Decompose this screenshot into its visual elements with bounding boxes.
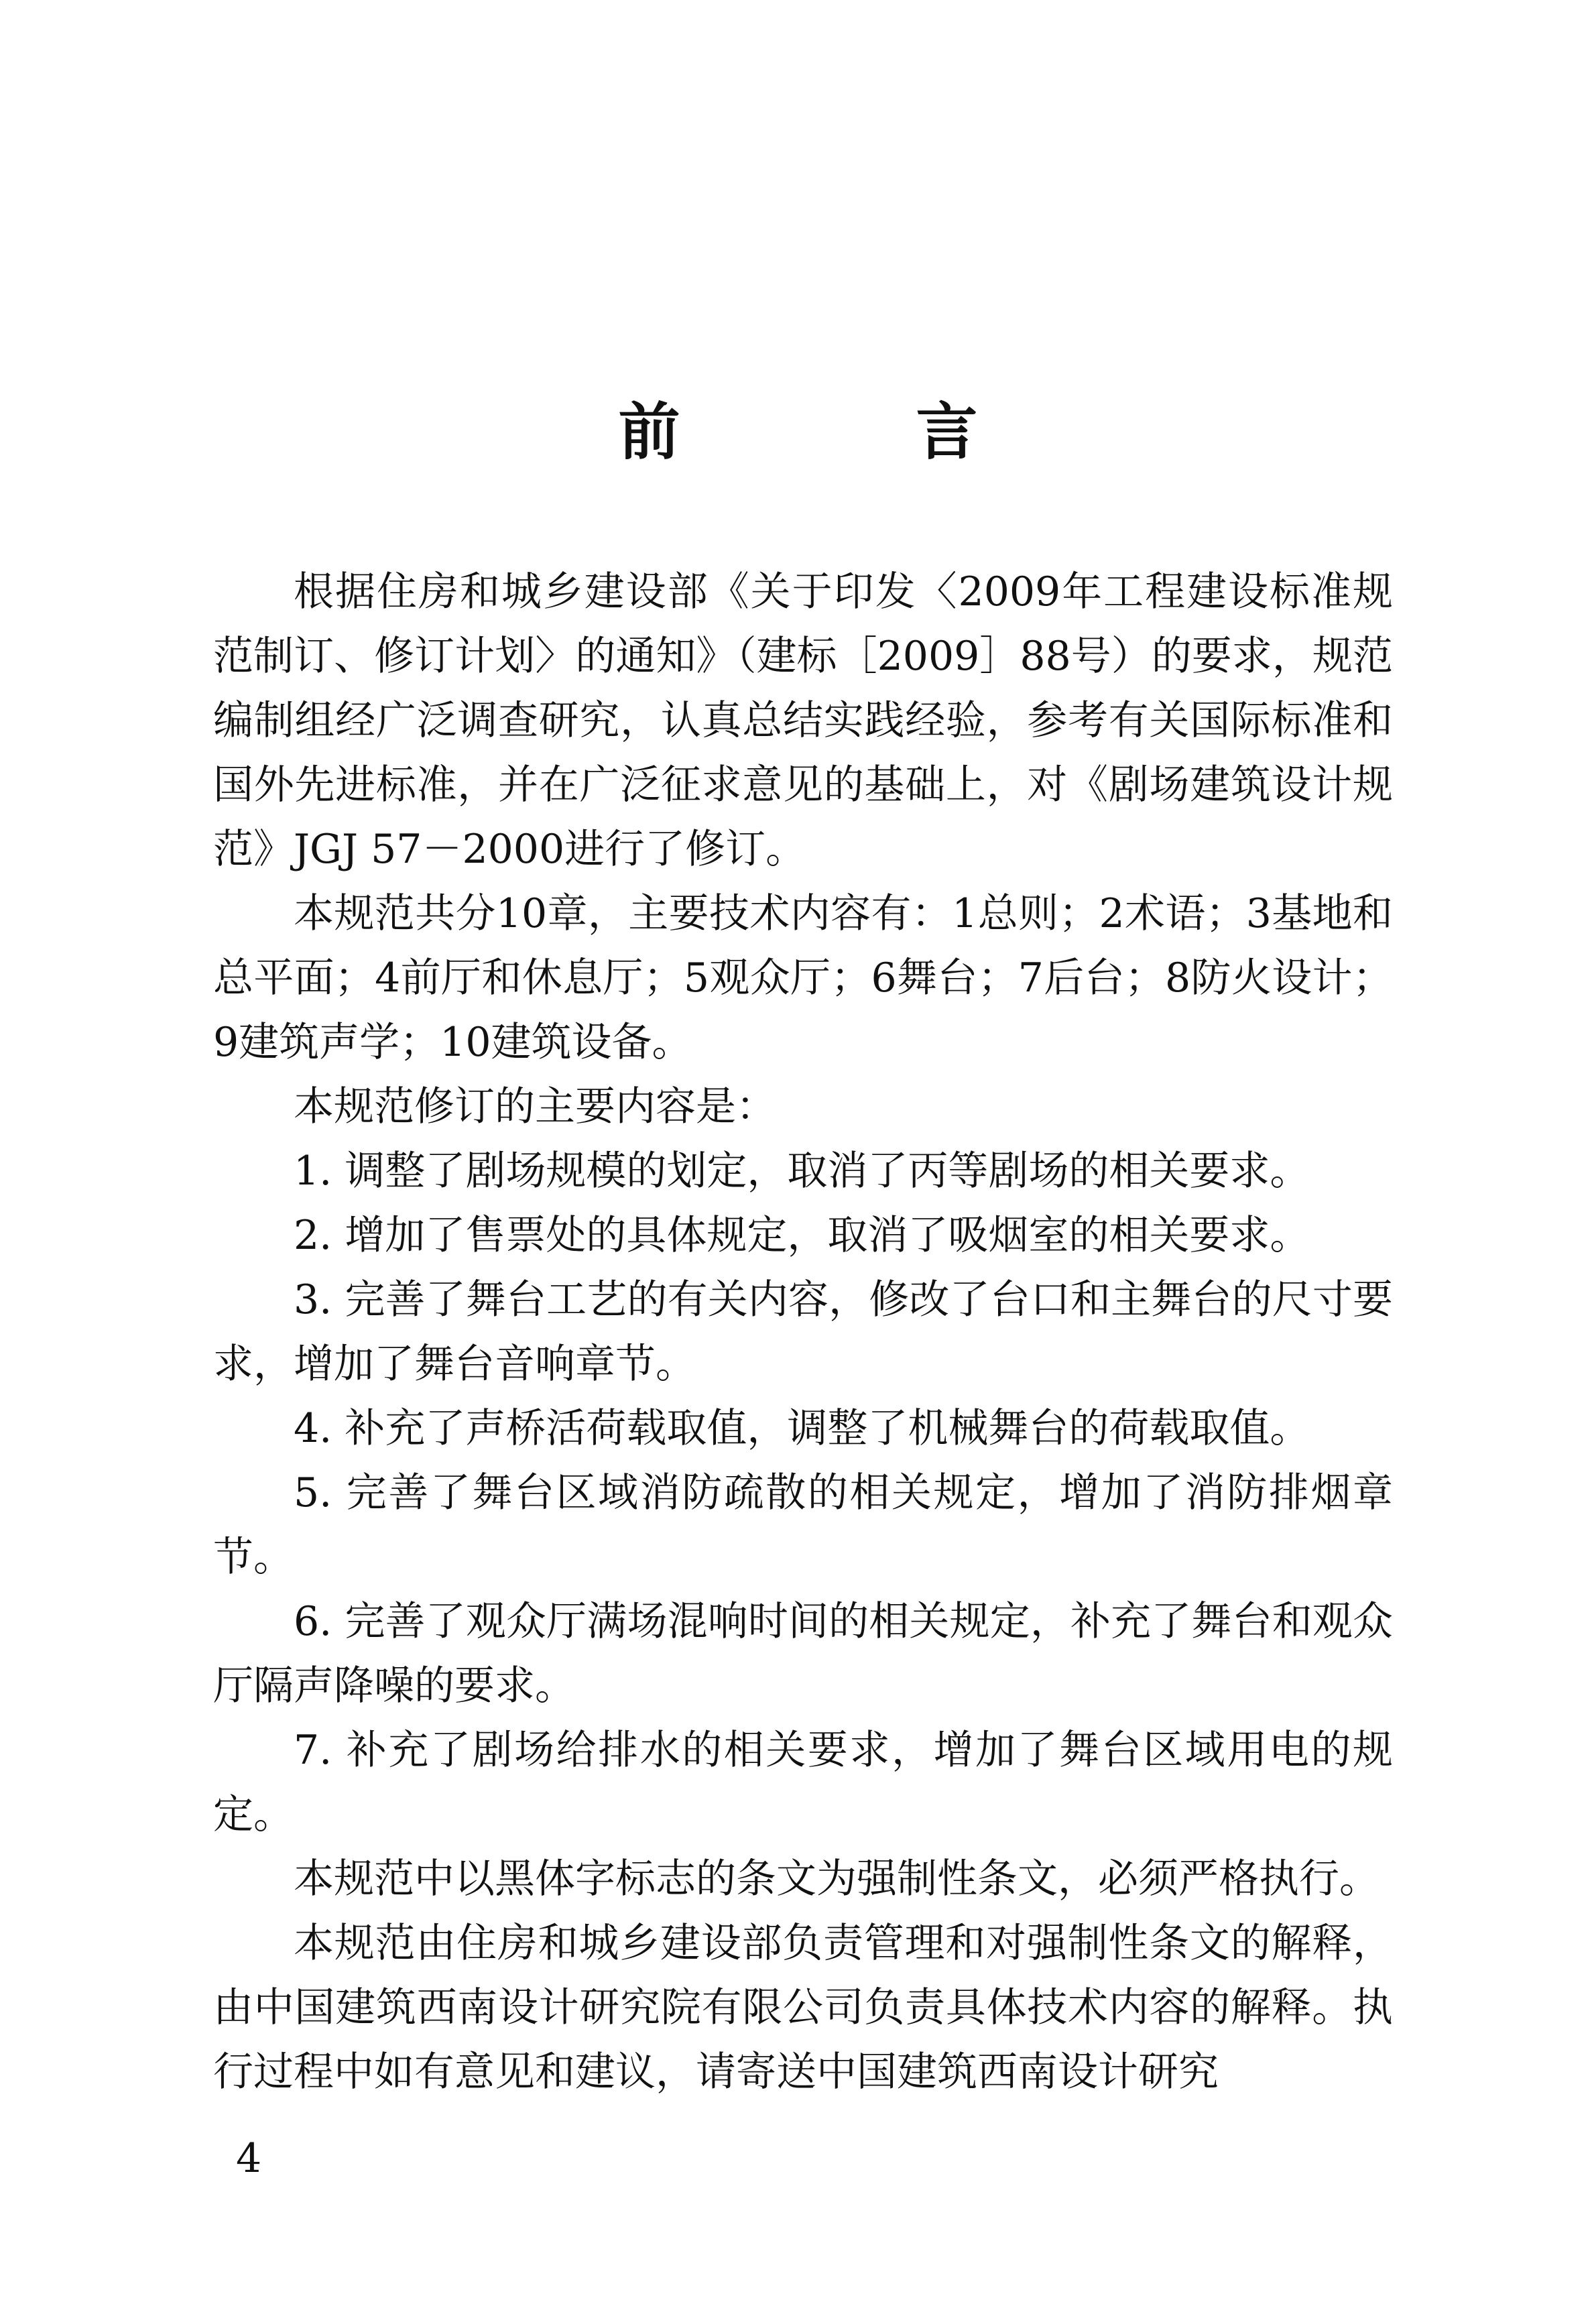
- page-title: 前 言: [618, 396, 1085, 468]
- paragraph-item-6: 6. 完善了观众厅满场混响时间的相关规定，补充了舞台和观众厅隔声降噪的要求。: [213, 1598, 1393, 1709]
- paragraph-mandatory-clauses: 本规范中以黑体字标志的条文为强制性条文，必须严格执行。: [294, 1856, 1379, 1902]
- paragraph-item-7: 7. 补充了剧场给排水的相关要求，增加了舞台区域用电的规定。: [213, 1727, 1393, 1838]
- paragraph-management: 本规范由住房和城乡建设部负责管理和对强制性条文的解释，由中国建筑西南设计研究院有限公司负责具体技术内容的解释。执行过程中如有意见和建议，请寄送中国建筑西南设计研究: [213, 1920, 1393, 2095]
- paragraph-revision-basis: 根据住房和城乡建设部《关于印发〈2009年工程建设标准规范制订、修订计划〉的通知》（建标［2009］88号）的要求，规范编制组经广泛调查研究，认真总结实践经验，参考有关国际标准和国外先进标准，并在广泛征求意见的基础上，对《剧场建筑设计规范》JGJ 57－2000进行了修订。: [213, 568, 1393, 873]
- paragraph-item-3: 3. 完善了舞台工艺的有关内容，修改了台口和主舞台的尺寸要求，增加了舞台音响章节。: [213, 1276, 1393, 1388]
- paragraph-item-2: 2. 增加了售票处的具体规定，取消了吸烟室的相关要求。: [294, 1212, 1310, 1259]
- paragraph-item-5: 5. 完善了舞台区域消防疏散的相关规定，增加了消防排烟章节。: [213, 1469, 1393, 1581]
- paragraph-chapter-summary: 本规范共分10章，主要技术内容有：1总则；2术语；3基地和总平面；4前厅和休息厅；5观众厅；6舞台；7后台；8防火设计；9建筑声学；10建筑设备。: [213, 890, 1393, 1066]
- paragraph-item-1: 1. 调整了剧场规模的划定，取消了丙等剧场的相关要求。: [294, 1148, 1310, 1195]
- body-text: [213, 560, 1393, 2104]
- paragraph-item-4: 4. 补充了声桥活荷载取值，调整了机械舞台的荷载取值。: [294, 1405, 1310, 1452]
- page-number: 4: [236, 2135, 262, 2182]
- paragraph-revision-intro: 本规范修订的主要内容是：: [294, 1083, 776, 1130]
